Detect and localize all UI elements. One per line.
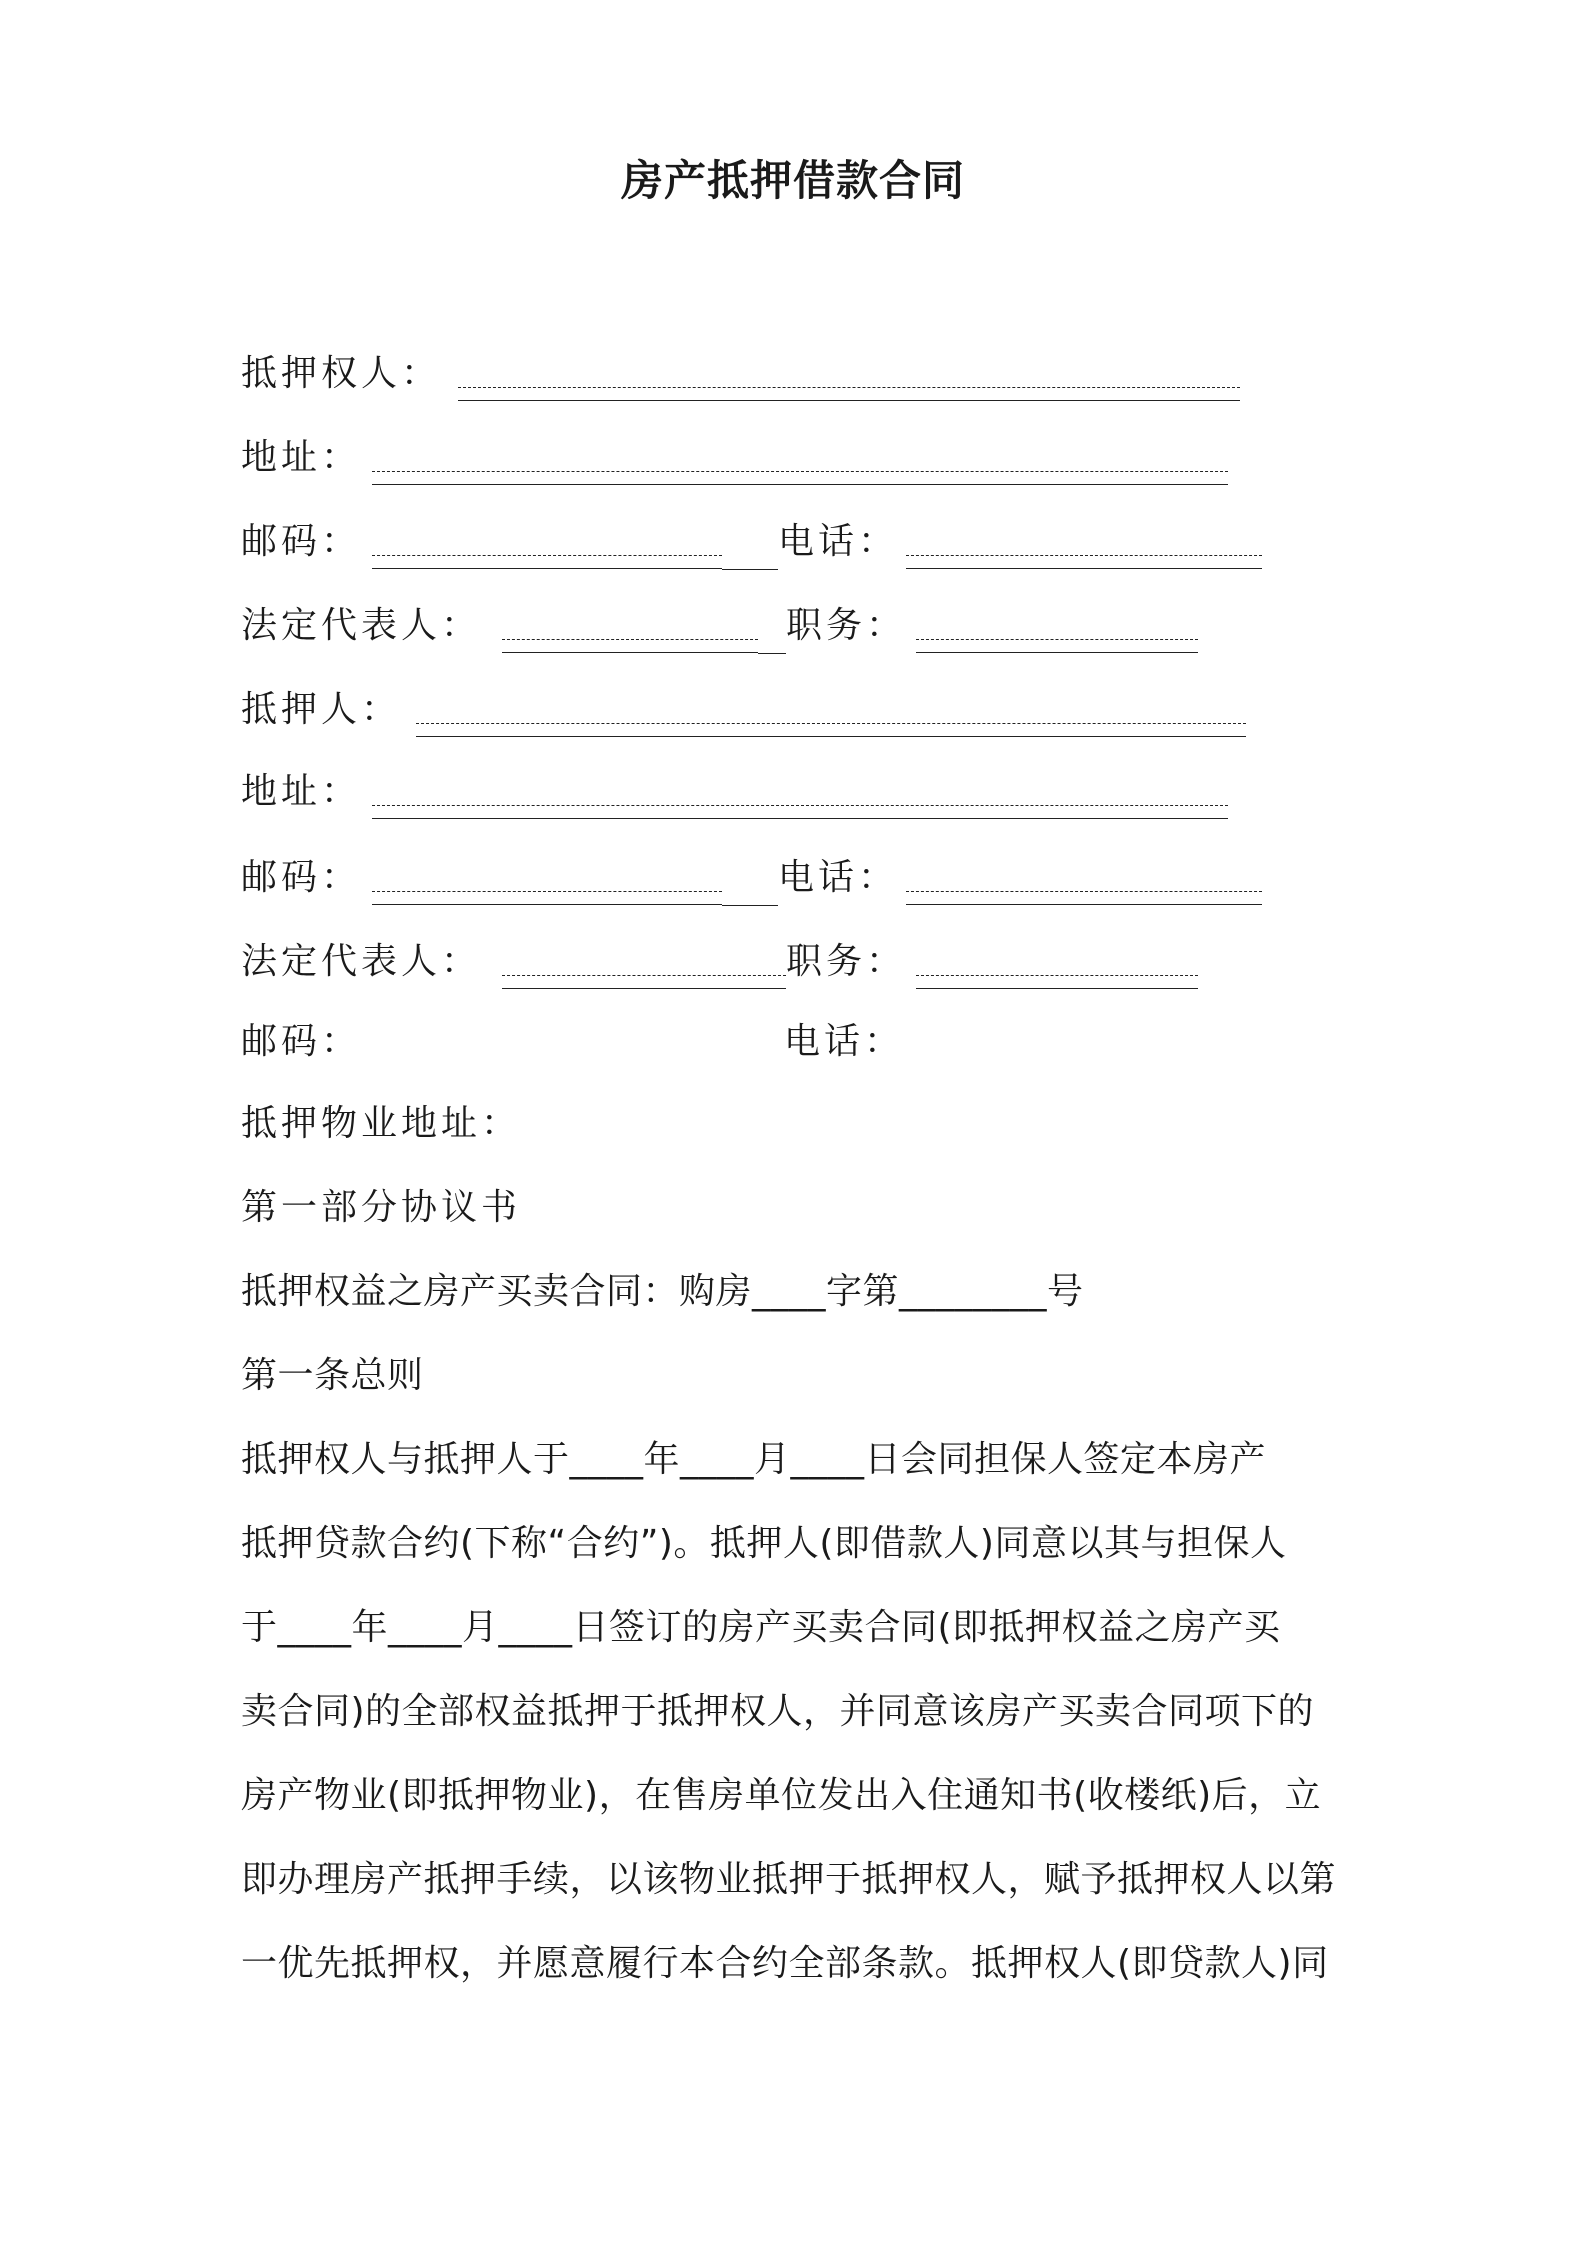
article1-heading: 第一条总则 xyxy=(241,1355,424,1396)
legal-rep1-underline xyxy=(758,653,786,654)
address1-label: 地址： xyxy=(241,437,362,478)
article1-line: 房产物业(即抵押物业)，在售房单位发出入住通知书(收楼纸)后，立 xyxy=(241,1775,1322,1816)
phone2-blank xyxy=(906,891,1262,905)
article1-line: 卖合同)的全部权益抵押于抵押权人，并同意该房产买卖合同项下的 xyxy=(241,1691,1315,1732)
legal-rep1-blank xyxy=(502,639,758,653)
legal-rep1-label: 法定代表人： xyxy=(241,605,482,646)
address2-label: 地址： xyxy=(241,771,362,812)
phone1-label: 电话： xyxy=(778,521,899,562)
postcode1-blank xyxy=(372,555,722,569)
article1-line: 一优先抵押权，并愿意履行本合约全部条款。抵押权人(即贷款人)同 xyxy=(241,1943,1329,1984)
article1-line: 抵押权人与抵押人于____年____月____日会同担保人签定本房产 xyxy=(241,1439,1267,1480)
position1-blank xyxy=(916,639,1198,653)
postcode2-label: 邮码： xyxy=(241,857,362,898)
mortgagee-label: 抵押权人： xyxy=(241,353,442,394)
postcode3-label: 邮码： xyxy=(241,1021,362,1062)
part-heading: 第一部分协议书 xyxy=(241,1187,522,1228)
address2-blank xyxy=(372,805,1228,819)
position1-label: 职务： xyxy=(786,605,907,646)
legal-rep2-blank xyxy=(502,975,786,989)
postcode2-blank xyxy=(372,891,722,905)
phone2-label: 电话： xyxy=(778,857,899,898)
article1-line: 抵押贷款合约(下称“合约”)。抵押人(即借款人)同意以其与担保人 xyxy=(241,1523,1287,1564)
phone3-label: 电话： xyxy=(784,1021,905,1062)
mortgagee-blank xyxy=(458,387,1240,401)
contract-reference: 抵押权益之房产买卖合同：购房____字第________号 xyxy=(241,1271,1084,1312)
mortgagor-label: 抵押人： xyxy=(241,689,402,730)
article1-line: 于____年____月____日签订的房产买卖合同(即抵押权益之房产买 xyxy=(241,1607,1281,1648)
position2-blank xyxy=(916,975,1198,989)
mortgagor-blank xyxy=(416,723,1246,737)
contract-title: 房产抵押借款合同 xyxy=(620,156,965,205)
phone1-blank xyxy=(906,555,1262,569)
property-address-label: 抵押物业地址： xyxy=(241,1103,522,1144)
address1-blank xyxy=(372,471,1228,485)
legal-rep2-label: 法定代表人： xyxy=(241,941,482,982)
position2-label: 职务： xyxy=(786,941,907,982)
article1-line: 即办理房产抵押手续，以该物业抵押于抵押权人，赋予抵押权人以第 xyxy=(241,1859,1337,1900)
postcode1-underline xyxy=(722,569,778,570)
postcode1-label: 邮码： xyxy=(241,521,362,562)
postcode2-underline xyxy=(722,905,778,906)
